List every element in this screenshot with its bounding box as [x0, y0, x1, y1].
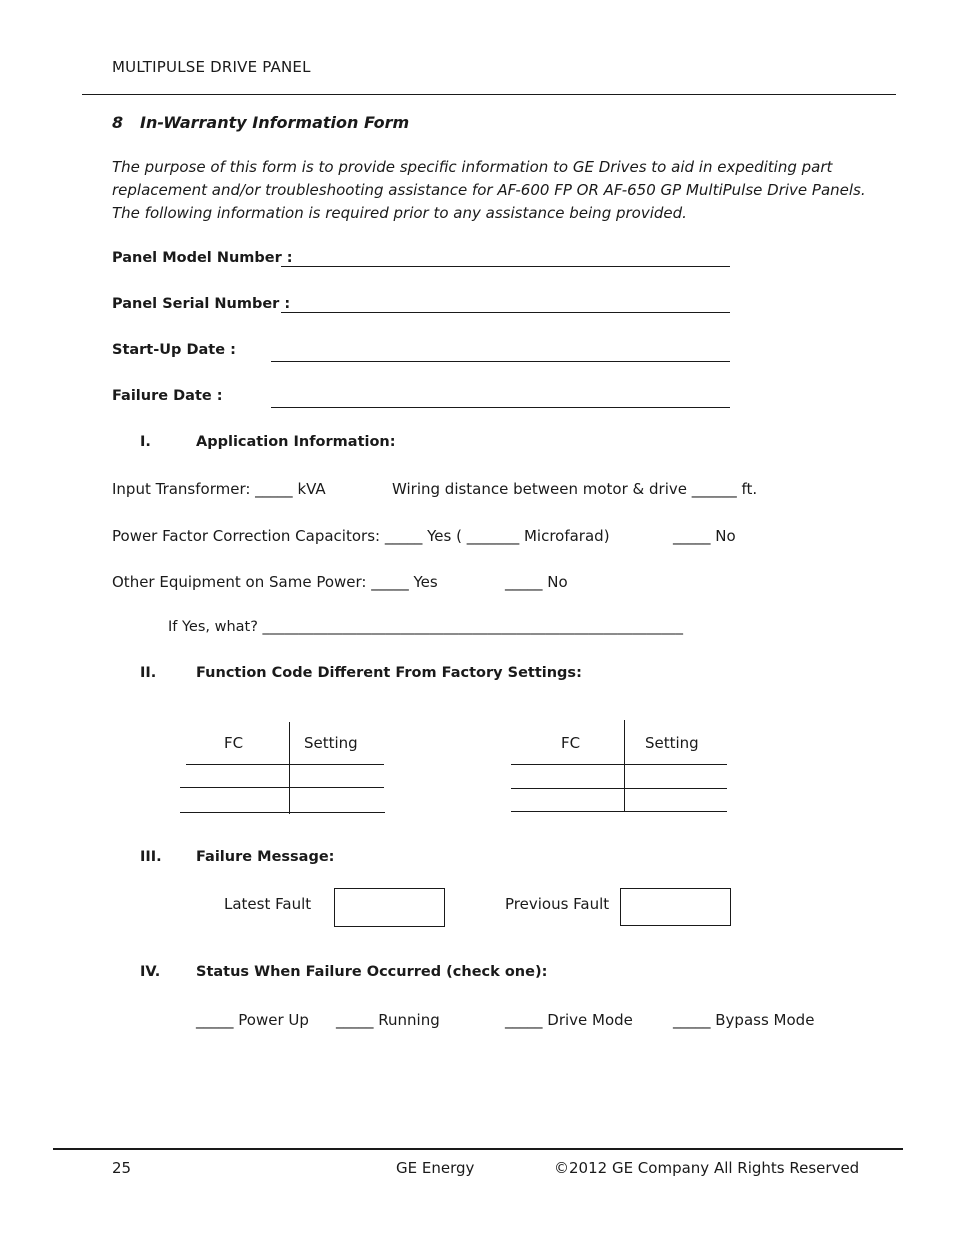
other-equipment-no[interactable]: _____ No: [505, 573, 568, 591]
sec2-number: II.: [140, 665, 157, 681]
fc-table-left-rule-1: [186, 764, 384, 765]
header-rule: [82, 94, 896, 95]
panel-model-label: Panel Model Number :: [112, 250, 293, 266]
pfc-yes[interactable]: Power Factor Correction Capacitors: _____ Yes ( _______ Microfarad): [112, 527, 610, 545]
intro-line-3: The following information is required prior to any assistance being provided.: [112, 204, 687, 222]
other-equipment-yes[interactable]: Other Equipment on Same Power: _____ Yes: [112, 573, 438, 591]
panel-serial-field[interactable]: [281, 312, 730, 313]
fc-table-left-rule-2: [180, 787, 384, 788]
if-yes-what[interactable]: If Yes, what? __________________________________________________________: [168, 619, 684, 635]
status-power-up[interactable]: _____ Power Up: [196, 1011, 309, 1029]
sec1-number: I.: [140, 434, 151, 450]
fc-table-right-rule-2: [511, 788, 727, 789]
footer-copyright: ©2012 GE Company All Rights Reserved: [554, 1159, 860, 1177]
pfc-no[interactable]: _____ No: [673, 527, 736, 545]
footer-rule: [53, 1148, 903, 1150]
panel-model-field[interactable]: [281, 266, 730, 267]
fc-table-left-rule-3: [180, 812, 385, 813]
section-number: 8: [112, 113, 124, 132]
header-title: MULTIPULSE DRIVE PANEL: [112, 58, 311, 76]
startup-date-field[interactable]: [271, 361, 730, 362]
status-drive-mode[interactable]: _____ Drive Mode: [505, 1011, 633, 1029]
input-transformer[interactable]: Input Transformer: _____ kVA: [112, 480, 326, 498]
startup-date-label: Start-Up Date :: [112, 342, 236, 358]
fc-header-left: FC: [224, 734, 244, 752]
failure-date-field[interactable]: [271, 407, 730, 408]
latest-fault-box[interactable]: [334, 888, 445, 927]
fc-header-right: FC: [561, 734, 581, 752]
setting-header-left: Setting: [304, 734, 358, 752]
sec3-number: III.: [140, 849, 162, 865]
setting-header-right: Setting: [645, 734, 699, 752]
wiring-distance[interactable]: Wiring distance between motor & drive ______ ft.: [392, 480, 758, 498]
footer-company: GE Energy: [396, 1159, 475, 1177]
intro-line-2: replacement and/or troubleshooting assistance for AF-600 FP OR AF-650 GP MultiPulse Drive Panels.: [112, 181, 866, 199]
intro-line-1: The purpose of this form is to provide specific information to GE Drives to aid in expediting part: [112, 158, 833, 176]
fc-table-right-rule-1: [511, 764, 727, 765]
sec2-title: Function Code Different From Factory Settings:: [196, 665, 582, 681]
sec4-title: Status When Failure Occurred (check one):: [196, 964, 548, 980]
fc-table-left-divider: [289, 722, 290, 814]
sec4-number: IV.: [140, 964, 161, 980]
latest-fault-label: Latest Fault: [224, 895, 312, 913]
status-running[interactable]: _____ Running: [336, 1011, 440, 1029]
fc-table-right-divider: [624, 720, 625, 812]
page-number: 25: [112, 1159, 132, 1177]
fc-table-right-rule-3: [511, 811, 727, 812]
failure-date-label: Failure Date :: [112, 388, 223, 404]
previous-fault-label: Previous Fault: [505, 895, 610, 913]
panel-serial-label: Panel Serial Number :: [112, 296, 291, 312]
sec1-title: Application Information:: [196, 434, 396, 450]
previous-fault-box[interactable]: [620, 888, 731, 926]
status-bypass-mode[interactable]: _____ Bypass Mode: [673, 1011, 815, 1029]
sec3-title: Failure Message:: [196, 849, 335, 865]
section-title: In-Warranty Information Form: [140, 113, 410, 132]
